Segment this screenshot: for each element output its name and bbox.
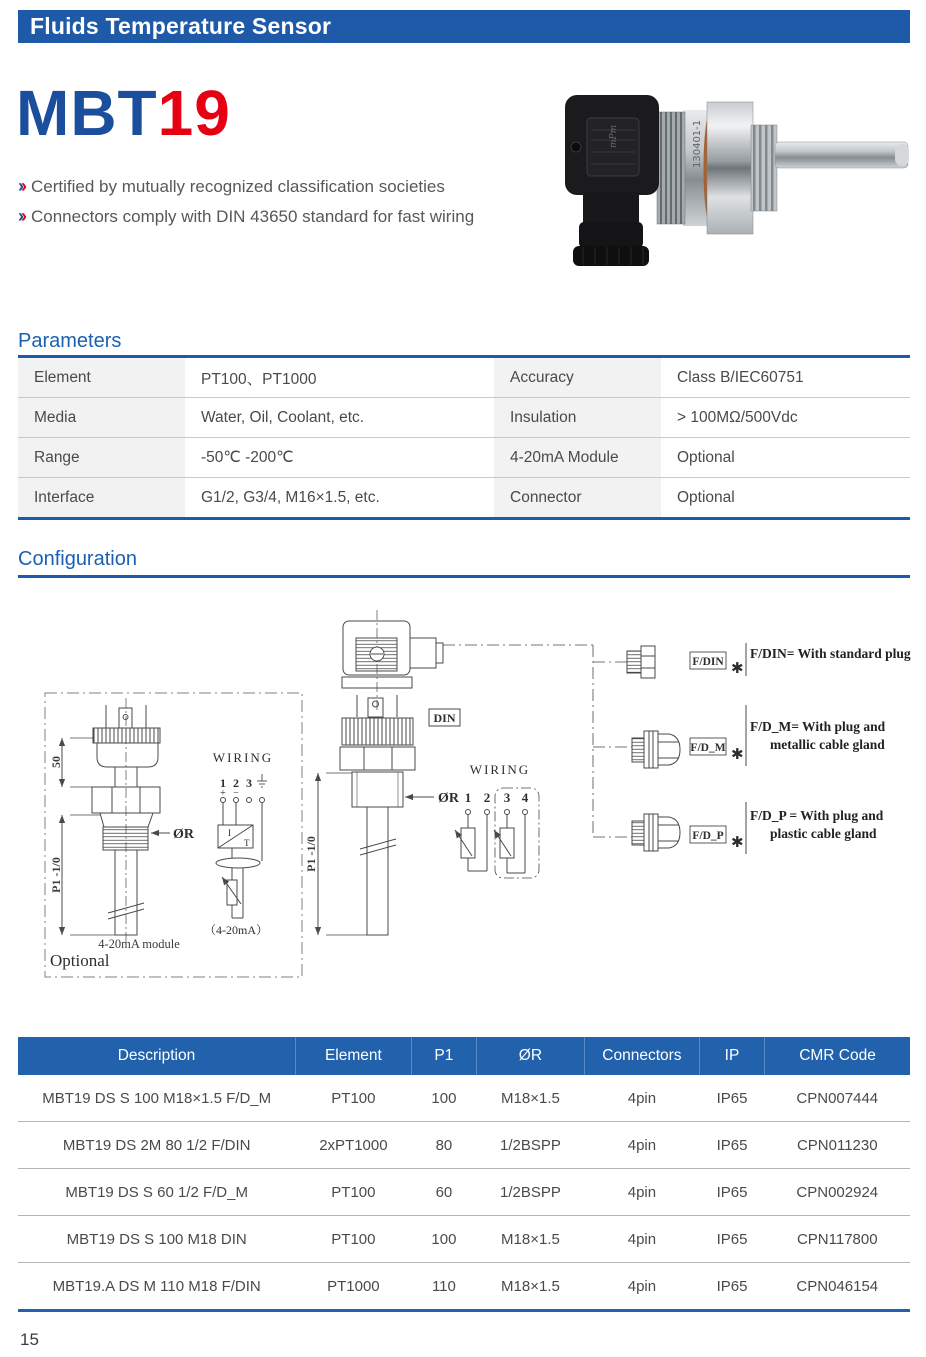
cell-cmr-code: CPN117800 bbox=[765, 1216, 910, 1263]
polarity-label: + bbox=[220, 788, 226, 799]
cell-diameter: 1/2BSPP bbox=[476, 1122, 584, 1169]
header-title: Fluids Temperature Sensor bbox=[30, 13, 332, 39]
param-label: Accuracy bbox=[494, 358, 661, 398]
param-value: Water, Oil, Coolant, etc. bbox=[185, 398, 494, 438]
table-row bbox=[18, 1075, 910, 1122]
table-row bbox=[18, 1169, 910, 1216]
param-label: 4-20mA Module bbox=[494, 438, 661, 478]
column-header: Description bbox=[18, 1037, 295, 1075]
cell-p1: 110 bbox=[411, 1263, 476, 1311]
table-row bbox=[18, 358, 910, 398]
table-header-row bbox=[18, 1037, 910, 1075]
model-number: 19 bbox=[157, 77, 231, 149]
connector-screw bbox=[571, 142, 581, 152]
rtd-symbol bbox=[227, 880, 237, 905]
cell-element: PT100 bbox=[331, 1089, 376, 1107]
thread bbox=[751, 125, 777, 211]
parameters-table bbox=[18, 358, 910, 520]
option-description: F/DIN= With standard plug bbox=[750, 646, 911, 661]
param-value: Class B/IEC60751 bbox=[661, 358, 910, 398]
din-connector-diagram bbox=[304, 610, 539, 935]
param-value: > 100MΩ/500Vdc bbox=[661, 398, 910, 438]
param-label: Connector bbox=[494, 478, 661, 519]
cell-element: PT100 bbox=[295, 1216, 411, 1263]
table-row bbox=[18, 1263, 910, 1311]
knurled-ring bbox=[657, 112, 685, 224]
cell-connectors: 4pin bbox=[584, 1169, 699, 1216]
cell-connectors: 4pin bbox=[584, 1216, 699, 1263]
param-label: Element bbox=[18, 358, 185, 398]
connector-body bbox=[579, 222, 643, 248]
cell-cmr-code: CPN046154 bbox=[765, 1263, 910, 1311]
cell-ip: IP65 bbox=[699, 1169, 764, 1216]
terminal-number: 2 bbox=[483, 790, 491, 805]
option-tag: F/D_P bbox=[692, 830, 724, 842]
cell-description: MBT19.A DS M 110 M18 F/DIN bbox=[18, 1263, 295, 1311]
cell-description: MBT19 DS 2M 80 1/2 F/DIN bbox=[18, 1122, 295, 1169]
dimension-label: 50 bbox=[49, 756, 63, 768]
double-chevron-icon: ›› bbox=[18, 176, 24, 196]
section-divider bbox=[18, 575, 910, 578]
cable-gland-cap bbox=[573, 246, 649, 266]
column-header: Element bbox=[295, 1037, 411, 1075]
model-prefix: MBT bbox=[16, 77, 158, 149]
header-bar bbox=[18, 10, 910, 43]
terminal-number: 4 bbox=[521, 790, 529, 805]
table-row bbox=[18, 438, 910, 478]
cell-element: PT100 bbox=[295, 1169, 411, 1216]
feature-list bbox=[18, 176, 474, 236]
asterisk-icon: ✱ bbox=[731, 661, 744, 677]
cell-diameter: 1/2BSPP bbox=[476, 1169, 584, 1216]
configuration-diagram bbox=[0, 590, 926, 1030]
cell-cmr-code: CPN002924 bbox=[765, 1169, 910, 1216]
cell-diameter: M18×1.5 bbox=[476, 1263, 584, 1311]
product-photo bbox=[555, 80, 926, 270]
cell-diameter: M18×1.5 bbox=[476, 1216, 584, 1263]
param-label: Interface bbox=[18, 478, 185, 519]
ground-icon bbox=[257, 774, 267, 787]
parameters-heading: Parameters bbox=[18, 330, 122, 352]
polarity-label: − bbox=[233, 788, 239, 799]
list-item bbox=[18, 206, 474, 227]
param-label: Media bbox=[18, 398, 185, 438]
dimension-label: P1 -1/0 bbox=[304, 836, 318, 872]
terminal-number: 3 bbox=[503, 790, 511, 805]
feature-text: Certified by mutually recognized classification societies bbox=[31, 177, 445, 196]
column-header: Connectors bbox=[584, 1037, 699, 1075]
param-value: Optional bbox=[661, 438, 910, 478]
param-label: Range bbox=[18, 438, 185, 478]
cell-diameter: M18×1.5 bbox=[501, 1089, 560, 1107]
cell-ip: IP65 bbox=[699, 1122, 764, 1169]
option-description: metallic cable gland bbox=[770, 737, 885, 752]
wiring-caption: （4-20mA） bbox=[204, 923, 268, 937]
connector-neck bbox=[583, 192, 639, 224]
asterisk-icon: ✱ bbox=[731, 835, 744, 851]
option-description: F/D_M= With plug and bbox=[750, 719, 886, 734]
wiring-title: WIRING bbox=[212, 750, 274, 765]
cell-element: PT1000 bbox=[295, 1263, 411, 1311]
dimension-label: ØR bbox=[173, 827, 194, 842]
page-title bbox=[16, 76, 231, 150]
option-tag: F/DIN bbox=[692, 656, 724, 668]
metallic-gland-drawing bbox=[632, 731, 680, 768]
cell-ip: IP65 bbox=[699, 1216, 764, 1263]
plastic-gland-drawing bbox=[632, 814, 680, 851]
column-header: CMR Code bbox=[765, 1037, 910, 1075]
cell-cmr-code: CPN007444 bbox=[796, 1089, 879, 1107]
cell-ip: IP65 bbox=[716, 1089, 748, 1107]
double-chevron-icon: ›› bbox=[18, 206, 24, 226]
param-value: PT100、PT1000 bbox=[185, 358, 494, 398]
wiring-diagram-4pin bbox=[455, 762, 539, 878]
terminal-number: 1 bbox=[220, 776, 226, 790]
column-header: P1 bbox=[411, 1037, 476, 1075]
cell-p1: 100 bbox=[411, 1216, 476, 1263]
standard-plug-drawing bbox=[627, 646, 655, 678]
table-row bbox=[18, 398, 910, 438]
table-row bbox=[18, 478, 910, 519]
brand-marking: mPm bbox=[609, 124, 619, 148]
wiring-title: WIRING bbox=[469, 762, 531, 777]
terminal-number: 2 bbox=[233, 776, 239, 790]
cell-cmr-code: CPN011230 bbox=[765, 1122, 910, 1169]
cell-ip: IP65 bbox=[699, 1263, 764, 1311]
cell-connectors: 4pin bbox=[584, 1263, 699, 1311]
cell-p1: 60 bbox=[411, 1169, 476, 1216]
configuration-heading: Configuration bbox=[18, 548, 137, 570]
asterisk-icon: ✱ bbox=[731, 747, 744, 763]
transmitter-label: T bbox=[244, 838, 250, 848]
din-tag: DIN bbox=[433, 711, 456, 725]
option-description: plastic cable gland bbox=[770, 826, 877, 841]
option-description: F/D_P = With plug and bbox=[750, 808, 884, 823]
cell-description: MBT19 DS S 100 M18 DIN bbox=[18, 1216, 295, 1263]
terminal-number: 1 bbox=[464, 790, 472, 805]
param-value: Optional bbox=[661, 478, 910, 519]
order-table bbox=[18, 1037, 910, 1312]
page-number: 15 bbox=[20, 1330, 39, 1349]
optional-module-diagram bbox=[45, 693, 302, 977]
probe-tip bbox=[895, 144, 909, 166]
column-header: ØR bbox=[476, 1037, 584, 1075]
optional-label: Optional bbox=[50, 951, 110, 970]
cell-connectors: 4pin bbox=[584, 1122, 699, 1169]
dimension-label: ØR bbox=[438, 791, 459, 806]
dimension-label: P1 -1/0 bbox=[49, 857, 63, 893]
wiring-diagram-3pin bbox=[204, 750, 273, 937]
cell-p1: 100 bbox=[431, 1089, 457, 1107]
module-caption: 4-20mA module bbox=[98, 937, 180, 951]
column-header: IP bbox=[699, 1037, 764, 1075]
transmitter-label: I bbox=[228, 828, 231, 838]
table-row bbox=[18, 1122, 910, 1169]
terminal-number: 3 bbox=[246, 776, 252, 790]
probe bbox=[775, 142, 908, 168]
param-label: Insulation bbox=[494, 398, 661, 438]
option-tag: F/D_M bbox=[690, 742, 726, 754]
serial-marking: 130401-1 bbox=[692, 119, 703, 168]
plug-options-diagram bbox=[443, 643, 911, 854]
hex-nut bbox=[707, 102, 753, 234]
cell-element: 2xPT1000 bbox=[295, 1122, 411, 1169]
table-row bbox=[18, 1216, 910, 1263]
param-value: G1/2, G3/4, M16×1.5, etc. bbox=[185, 478, 494, 519]
cell-description: MBT19 DS S 100 M18×1.5 F/D_M bbox=[42, 1089, 272, 1107]
feature-text: Connectors comply with DIN 43650 standard for fast wiring bbox=[31, 207, 475, 226]
cell-connectors: 4pin bbox=[627, 1089, 657, 1107]
cell-description: MBT19 DS S 60 1/2 F/D_M bbox=[18, 1169, 295, 1216]
list-item bbox=[18, 176, 474, 197]
param-value: -50℃ -200℃ bbox=[185, 438, 494, 478]
cell-p1: 80 bbox=[411, 1122, 476, 1169]
